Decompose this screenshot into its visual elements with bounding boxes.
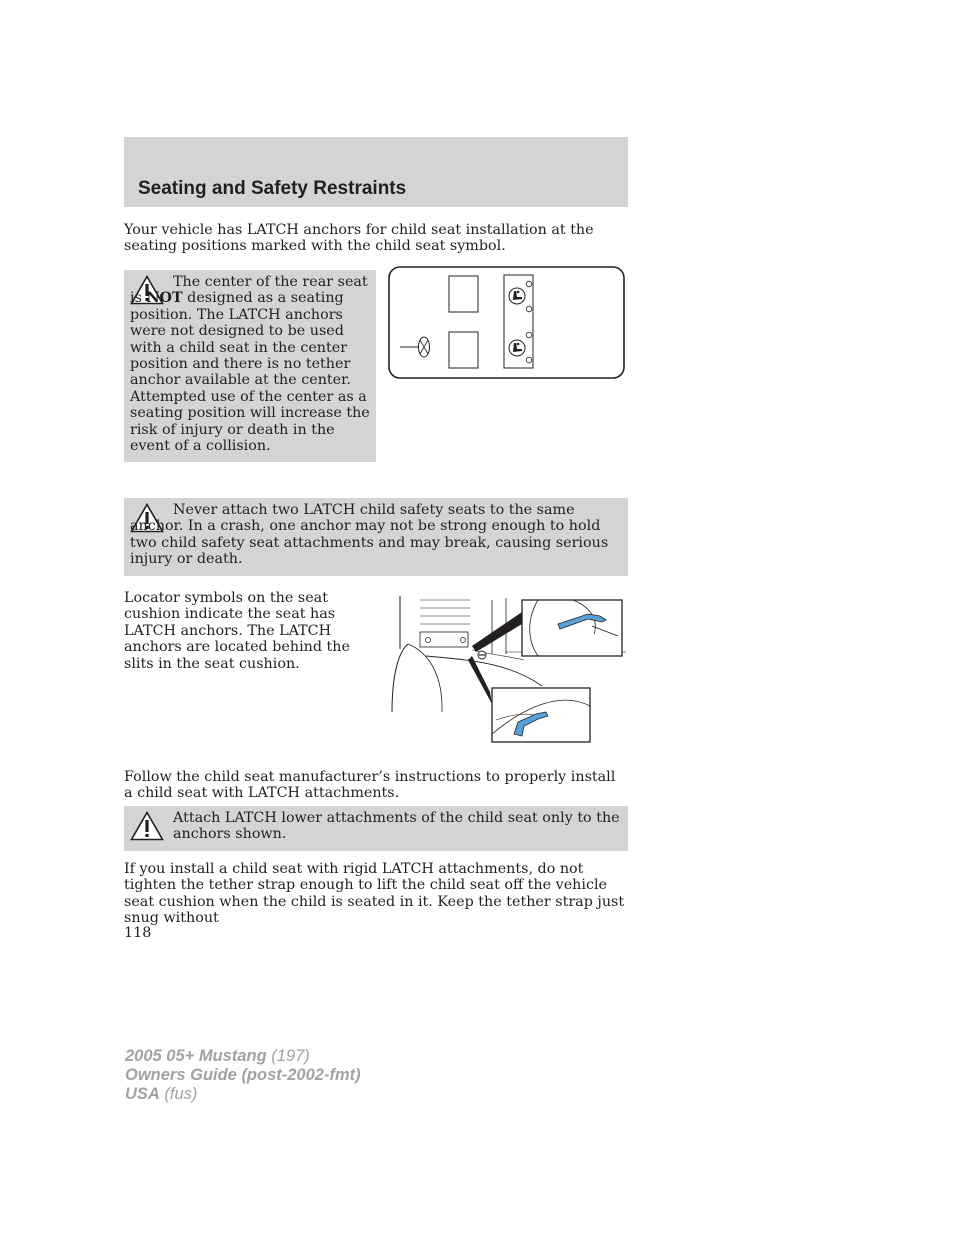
child-seat-symbol-icon (509, 340, 525, 356)
latch-anchor-illustration (388, 594, 626, 746)
warning-triangle-icon (130, 811, 164, 841)
warning-emphasis-not: NOT (146, 290, 183, 307)
footer-model-line: 2005 05+ Mustang (197) (125, 1047, 310, 1065)
footer-guide-line: Owners Guide (post-2002-fmt) (125, 1066, 361, 1084)
footer-region-line: USA (fus) (125, 1085, 198, 1103)
section-title: Seating and Safety Restraints (138, 178, 407, 199)
locator-paragraph: Locator symbols on the seat cushion indicate the seat has LATCH anchors. The LATCH anchors are located behind the slits in the seat cushion. (124, 590, 350, 672)
warning-text-lower-attachments: Attach LATCH lower attachments of the child seat only to the anchors shown. (173, 810, 620, 843)
rigid-latch-paragraph: If you install a child seat with rigid LATCH attachments, do not tighten the tether strap enough to lift the child seat off the vehicle seat cushion when the child is seated in it. Keep the tether strap just snug without (124, 861, 625, 927)
page-number: 118 (124, 925, 152, 941)
warning-box-lower-attachments (124, 806, 628, 851)
seat-position-diagram (386, 264, 628, 382)
intro-paragraph: Your vehicle has LATCH anchors for child seat installation at the seating positions marked with the child seat symbol. (124, 222, 594, 255)
warning-box-two-seats (124, 498, 628, 576)
warning-box-center-seat (124, 270, 376, 462)
follow-instructions-paragraph: Follow the child seat manufacturer’s instructions to properly install a child seat with LATCH attachments. (124, 769, 616, 802)
warning-text-two-seats: Never attach two LATCH child safety seats to the same anchor. In a crash, one anchor may not be strong enough to hold two child safety seat attachments and may break, causing serious injury or death. (130, 502, 609, 568)
warning-text-center-seat: The center of the rear seat is NOT designed as a seating position. The LATCH anchors were not designed to be used with a child seat in the center position and there is no tether anchor available at the center. Attempted use of the center as a seating position will increase the risk of injury or death in the event of a collision. (130, 274, 370, 455)
child-seat-symbol-icon (509, 288, 525, 304)
